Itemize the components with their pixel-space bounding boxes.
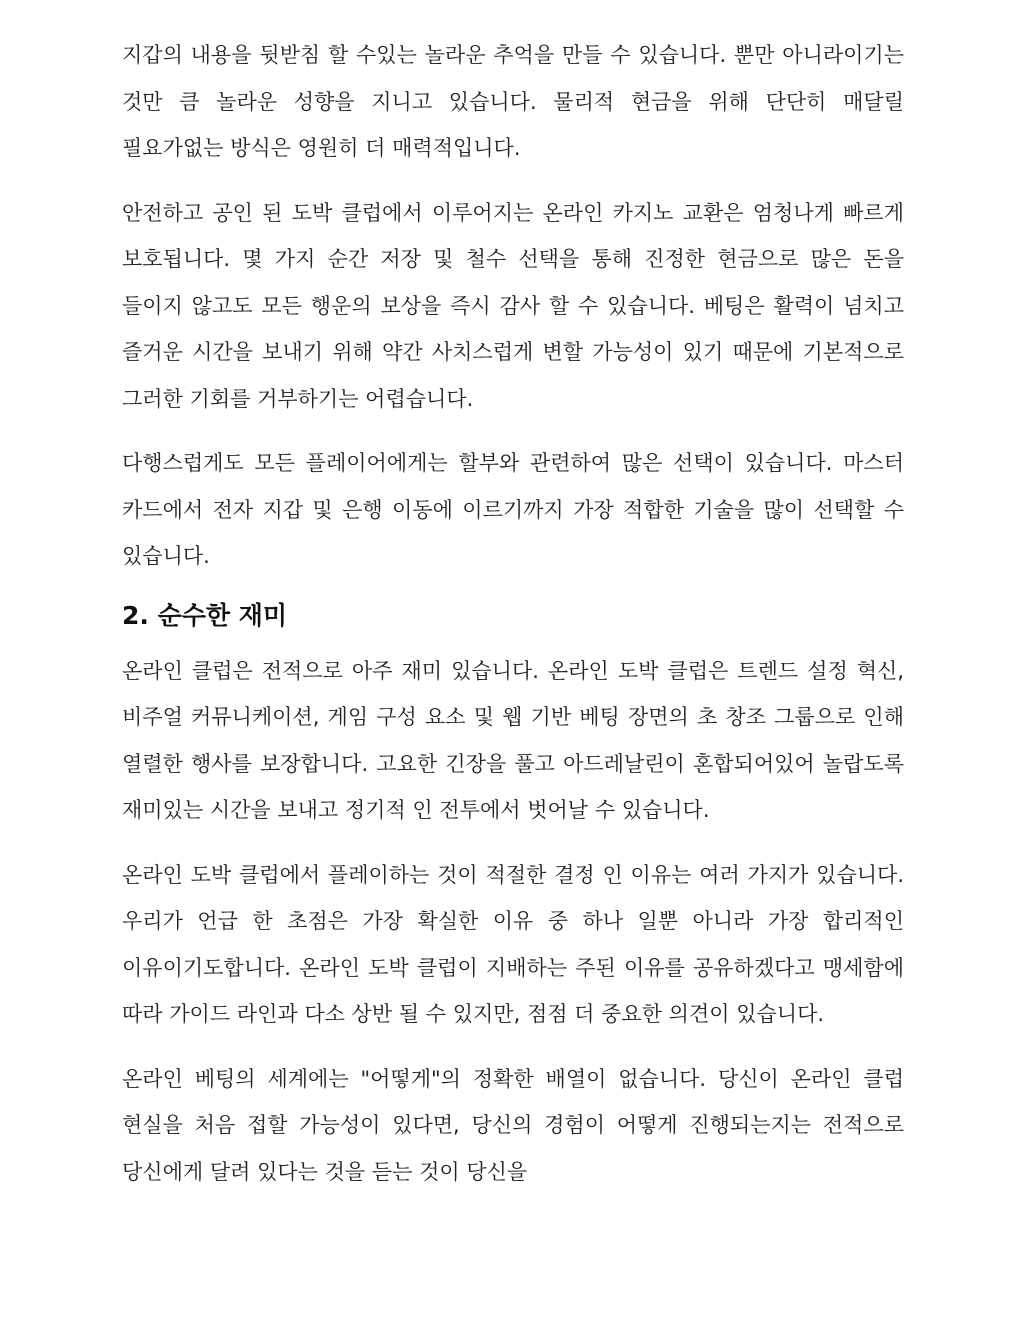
paragraph-secure-exchange: 안전하고 공인 된 도박 클럽에서 이루어지는 온라인 카지노 교환은 엄청나게 빠르게 보호됩니다. 몇 가지 순간 저장 및 철수 선택을 통해 진정한 현금으로 많은 돈을 들이지 않고도 모든 행운의 보상을 즉시 감사 할 수 있습니다. 베팅은 활력이 넘치고 즐거운 시간을 보내기 위해 약간 사치스럽게 변할 가능성이 있기 때문에 기본적으로 그러한 기회를 거부하기는 어렵습니다. xyxy=(122,200,904,411)
paragraph-wallet-memories: 지갑의 내용을 뒷받침 할 수있는 놀라운 추억을 만들 수 있습니다. 뿐만 아니라이기는 것만 큼 놀라운 성향을 지니고 있습니다. 물리적 현금을 위해 단단히 매달릴 필요가없는 방식은 영원히 더 매력적입니다. xyxy=(122,43,904,160)
paragraph-online-club-fun: 온라인 클럽은 전적으로 아주 재미 있습니다. 온라인 도박 클럽은 트렌드 설정 혁신, 비주얼 커뮤니케이션, 게임 구성 요소 및 웹 기반 베팅 장면의 초 창조 그룹으로 인해 열렬한 행사를 보장합니다. 고요한 긴장을 풀고 아드레날린이 혼합되어있어 놀랍도록 재미있는 시간을 보내고 정기적 인 전투에서 벗어날 수 있습니다. xyxy=(122,658,904,822)
paragraph-reasons-to-play: 온라인 도박 클럽에서 플레이하는 것이 적절한 결정 인 이유는 여러 가지가 있습니다. 우리가 언급 한 초점은 가장 확실한 이유 중 하나 일뿐 아니라 가장 합리적인 이유이기도합니다. 온라인 도박 클럽이 지배하는 주된 이유를 공유하겠다고 맹세함에 따라 가이드 라인과 다소 상반 될 수 있지만, 점점 더 중요한 의견이 있습니다. xyxy=(122,862,904,1026)
paragraph-online-betting-world: 온라인 베팅의 세계에는 "어떻게"의 정확한 배열이 없습니다. 당신이 온라인 클럽 현실을 처음 접할 가능성이 있다면, 당신의 경험이 어떻게 진행되는지는 전적으로 당신에게 달려 있다는 것을 듣는 것이 당신을 xyxy=(122,1066,904,1184)
section-heading-pure-fun: 2. 순수한 재미 xyxy=(122,600,288,630)
paragraph-payment-options: 다행스럽게도 모든 플레이어에게는 할부와 관련하여 많은 선택이 있습니다. 마스터 카드에서 전자 지갑 및 은행 이동에 이르기까지 가장 적합한 기술을 많이 선택할 수 있습니다. xyxy=(122,451,904,568)
article xyxy=(122,32,904,1213)
